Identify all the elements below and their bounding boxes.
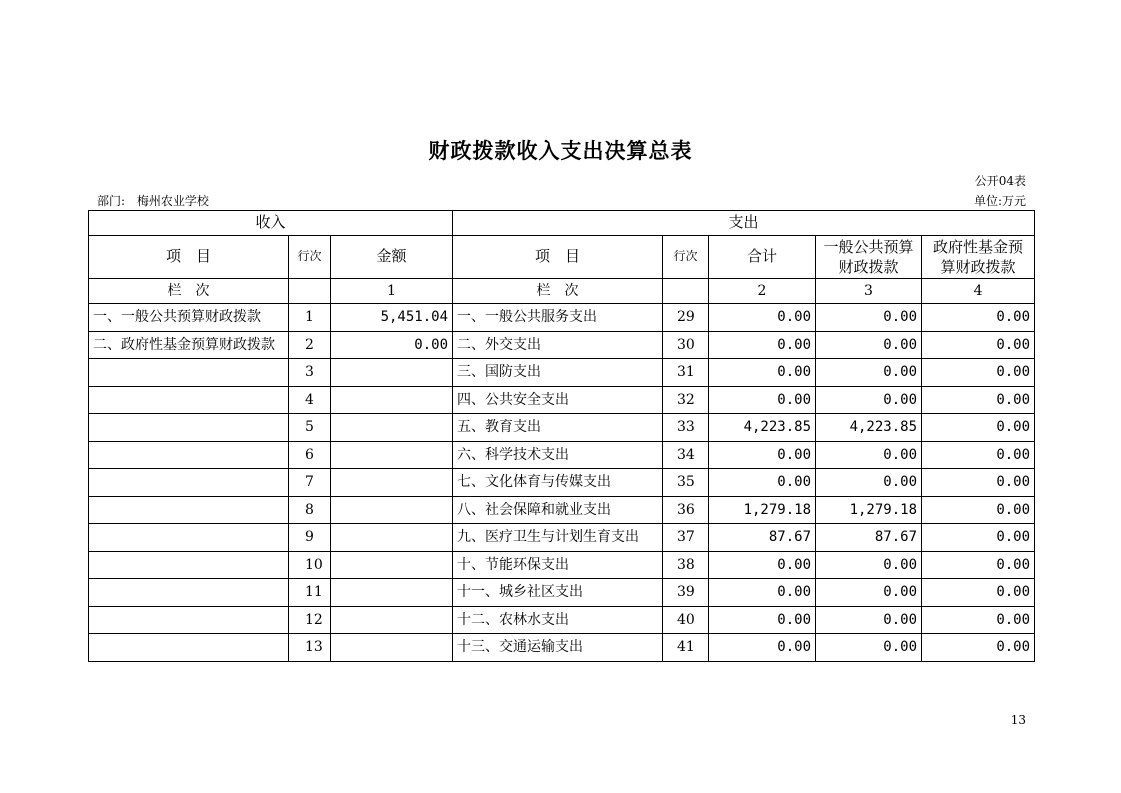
expense-fund-cell: 0.00 <box>922 634 1035 662</box>
expense-general-cell: 0.00 <box>816 386 922 414</box>
expense-fund-cell: 0.00 <box>922 524 1035 552</box>
table-row <box>89 496 1035 524</box>
table-row <box>89 386 1035 414</box>
income-item-cell <box>89 606 289 634</box>
expense-row-number: 30 <box>663 331 709 359</box>
expense-item-cell: 三、国防支出 <box>453 359 663 387</box>
expense-total-cell: 0.00 <box>709 469 816 497</box>
income-row-number: 1 <box>289 304 331 332</box>
expense-total-cell: 0.00 <box>709 304 816 332</box>
colnum-fund: 4 <box>922 279 1035 304</box>
table-row <box>89 551 1035 579</box>
section-income: 收入 <box>89 211 453 236</box>
expense-item-cell: 八、社会保障和就业支出 <box>453 496 663 524</box>
expense-item-cell: 九、医疗卫生与计划生育支出 <box>453 524 663 552</box>
header-expense-total: 合计 <box>709 236 816 279</box>
income-row-number: 8 <box>289 496 331 524</box>
income-amount-cell <box>331 469 453 497</box>
expense-total-cell: 0.00 <box>709 441 816 469</box>
table-row <box>89 634 1035 662</box>
expense-row-number: 37 <box>663 524 709 552</box>
expense-general-cell: 0.00 <box>816 304 922 332</box>
income-item-cell <box>89 359 289 387</box>
header-expense-item: 项 目 <box>453 236 663 279</box>
expense-fund-cell: 0.00 <box>922 359 1035 387</box>
expense-fund-cell: 0.00 <box>922 551 1035 579</box>
expense-row-number: 35 <box>663 469 709 497</box>
expense-fund-cell: 0.00 <box>922 606 1035 634</box>
header-expense-row: 行次 <box>663 236 709 279</box>
expense-general-cell: 0.00 <box>816 634 922 662</box>
expense-item-cell: 十三、交通运输支出 <box>453 634 663 662</box>
income-amount-cell: 5,451.04 <box>331 304 453 332</box>
header-income-row: 行次 <box>289 236 331 279</box>
section-header-row <box>89 211 1035 236</box>
colnum-income-amount: 1 <box>331 279 453 304</box>
table-row <box>89 579 1035 607</box>
income-item-cell: 一、一般公共预算财政拨款 <box>89 304 289 332</box>
header-expense-general: 一般公共预算财政拨款 <box>816 236 922 279</box>
income-row-number: 3 <box>289 359 331 387</box>
income-row-number: 2 <box>289 331 331 359</box>
expense-row-number: 38 <box>663 551 709 579</box>
expense-item-cell: 六、科学技术支出 <box>453 441 663 469</box>
expense-total-cell: 0.00 <box>709 579 816 607</box>
page-number: 13 <box>1010 713 1026 727</box>
colnum-expense-row <box>663 279 709 304</box>
expense-item-cell: 五、教育支出 <box>453 414 663 442</box>
income-row-number: 11 <box>289 579 331 607</box>
expense-item-cell: 十二、农林水支出 <box>453 606 663 634</box>
unit-label: 单位:万元 <box>973 194 1026 208</box>
expense-general-cell: 0.00 <box>816 469 922 497</box>
expense-general-cell: 0.00 <box>816 359 922 387</box>
colnum-expense-item: 栏 次 <box>453 279 663 304</box>
expense-total-cell: 0.00 <box>709 386 816 414</box>
income-row-number: 5 <box>289 414 331 442</box>
table-row <box>89 331 1035 359</box>
expense-general-cell: 0.00 <box>816 331 922 359</box>
expense-item-cell: 七、文化体育与传媒支出 <box>453 469 663 497</box>
expense-general-cell: 1,279.18 <box>816 496 922 524</box>
expense-total-cell: 87.67 <box>709 524 816 552</box>
expense-fund-cell: 0.00 <box>922 469 1035 497</box>
income-amount-cell <box>331 496 453 524</box>
expense-fund-cell: 0.00 <box>922 441 1035 469</box>
income-row-number: 10 <box>289 551 331 579</box>
income-item-cell <box>89 579 289 607</box>
income-item-cell <box>89 551 289 579</box>
income-amount-cell <box>331 634 453 662</box>
header-income-item: 项 目 <box>89 236 289 279</box>
expense-total-cell: 1,279.18 <box>709 496 816 524</box>
income-amount-cell <box>331 359 453 387</box>
column-number-row <box>89 279 1035 304</box>
colnum-income-item: 栏 次 <box>89 279 289 304</box>
expense-row-number: 39 <box>663 579 709 607</box>
colnum-general: 3 <box>816 279 922 304</box>
header-income-amount: 金额 <box>331 236 453 279</box>
income-item-cell <box>89 634 289 662</box>
income-amount-cell <box>331 524 453 552</box>
income-amount-cell <box>331 414 453 442</box>
income-item-cell: 二、政府性基金预算财政拨款 <box>89 331 289 359</box>
expense-fund-cell: 0.00 <box>922 386 1035 414</box>
expense-row-number: 40 <box>663 606 709 634</box>
table-row <box>89 524 1035 552</box>
income-row-number: 9 <box>289 524 331 552</box>
header-expense-fund: 政府性基金预算财政拨款 <box>922 236 1035 279</box>
income-row-number: 6 <box>289 441 331 469</box>
income-item-cell <box>89 386 289 414</box>
expense-row-number: 32 <box>663 386 709 414</box>
table-row <box>89 606 1035 634</box>
expense-total-cell: 0.00 <box>709 634 816 662</box>
income-amount-cell: 0.00 <box>331 331 453 359</box>
table-row <box>89 359 1035 387</box>
expense-item-cell: 十、节能环保支出 <box>453 551 663 579</box>
expense-total-cell: 0.00 <box>709 359 816 387</box>
income-amount-cell <box>331 579 453 607</box>
expense-row-number: 41 <box>663 634 709 662</box>
income-row-number: 7 <box>289 469 331 497</box>
section-expense: 支出 <box>453 211 1035 236</box>
table-row <box>89 469 1035 497</box>
expense-general-cell: 0.00 <box>816 579 922 607</box>
expense-row-number: 36 <box>663 496 709 524</box>
income-row-number: 13 <box>289 634 331 662</box>
expense-general-cell: 4,223.85 <box>816 414 922 442</box>
expense-total-cell: 0.00 <box>709 606 816 634</box>
income-item-cell <box>89 496 289 524</box>
income-item-cell <box>89 524 289 552</box>
expense-general-cell: 0.00 <box>816 606 922 634</box>
expense-item-cell: 二、外交支出 <box>453 331 663 359</box>
expense-row-number: 29 <box>663 304 709 332</box>
form-code: 公开04表 <box>974 174 1026 188</box>
expense-fund-cell: 0.00 <box>922 579 1035 607</box>
income-amount-cell <box>331 606 453 634</box>
table-row <box>89 441 1035 469</box>
expense-item-cell: 十一、城乡社区支出 <box>453 579 663 607</box>
column-header-row <box>89 236 1035 279</box>
expense-row-number: 33 <box>663 414 709 442</box>
expense-total-cell: 0.00 <box>709 551 816 579</box>
expense-general-cell: 87.67 <box>816 524 922 552</box>
colnum-income-row <box>289 279 331 304</box>
expense-row-number: 34 <box>663 441 709 469</box>
expense-fund-cell: 0.00 <box>922 304 1035 332</box>
income-item-cell <box>89 414 289 442</box>
expense-item-cell: 一、一般公共服务支出 <box>453 304 663 332</box>
department-label: 部门: <box>97 194 126 208</box>
expense-total-cell: 0.00 <box>709 331 816 359</box>
expense-general-cell: 0.00 <box>816 441 922 469</box>
expense-fund-cell: 0.00 <box>922 414 1035 442</box>
expense-general-cell: 0.00 <box>816 551 922 579</box>
expense-total-cell: 4,223.85 <box>709 414 816 442</box>
income-item-cell <box>89 469 289 497</box>
colnum-total: 2 <box>709 279 816 304</box>
table-row <box>89 304 1035 332</box>
table-row <box>89 414 1035 442</box>
expense-fund-cell: 0.00 <box>922 496 1035 524</box>
expense-fund-cell: 0.00 <box>922 331 1035 359</box>
income-amount-cell <box>331 441 453 469</box>
expense-row-number: 31 <box>663 359 709 387</box>
income-amount-cell <box>331 386 453 414</box>
page-title: 财政拨款收入支出决算总表 <box>428 138 693 163</box>
department-name: 梅州农业学校 <box>136 194 209 208</box>
department <box>97 192 217 209</box>
income-row-number: 4 <box>289 386 331 414</box>
income-item-cell <box>89 441 289 469</box>
income-row-number: 12 <box>289 606 331 634</box>
expense-item-cell: 四、公共安全支出 <box>453 386 663 414</box>
income-amount-cell <box>331 551 453 579</box>
budget-table <box>88 210 1035 662</box>
